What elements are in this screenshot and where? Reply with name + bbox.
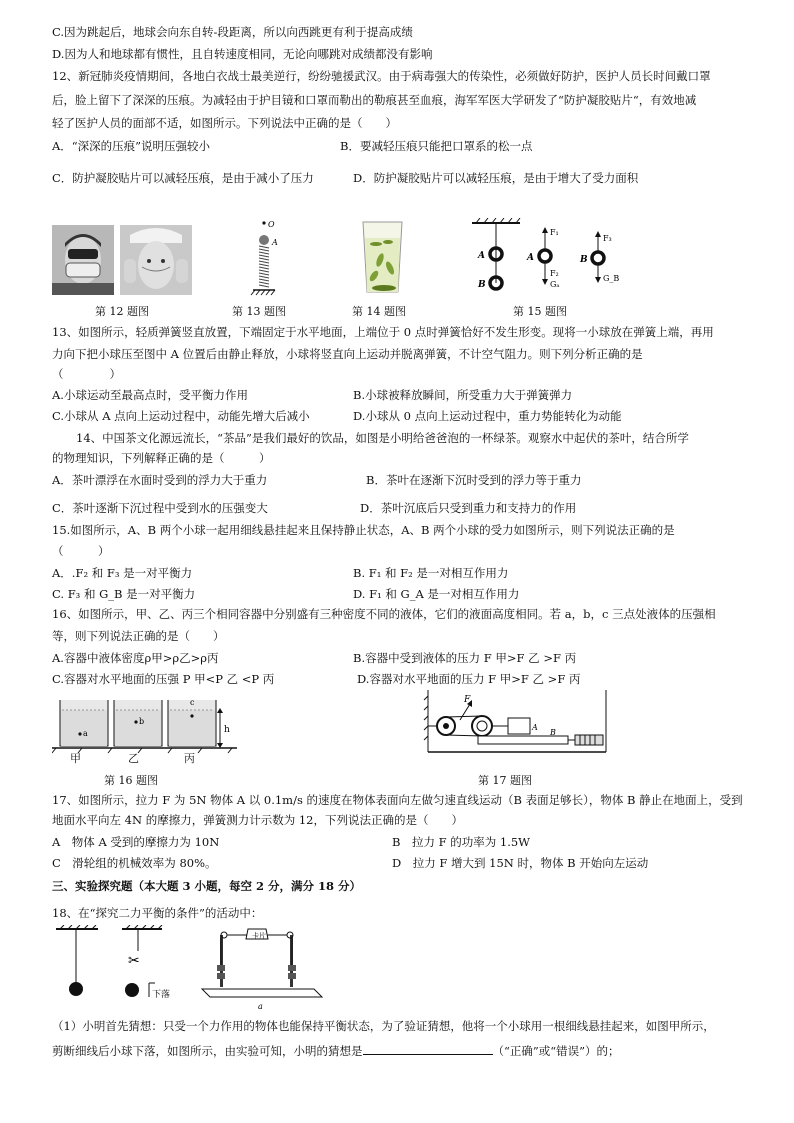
caption-fig16: 第 16 题图	[104, 774, 158, 787]
q18-part1-text-after: （“正确”或“错误”）的；	[492, 1044, 620, 1058]
label-fig-a: a	[258, 1002, 263, 1010]
q14-option-c: C．茶叶逐渐下沉过程中受到水的压强变大	[52, 501, 268, 515]
label-f2: F₂	[550, 269, 559, 278]
q12-photo-masked	[52, 225, 114, 295]
q13-option-d: D.小球从 0 点向上运动过程中，重力势能转化为动能	[353, 409, 622, 423]
q12-option-a: A．“深深的压痕”说明压强较小	[52, 139, 211, 153]
label-xialuo: 下落	[152, 990, 171, 1000]
label-block-b: B	[550, 728, 556, 737]
label-force-b: B	[580, 255, 588, 265]
caption-fig14: 第 14 题图	[352, 305, 406, 318]
q13-line1: 13、如图所示，轻质弹簧竖直放置，下端固定于水平地面，上端位于 0 点时弹簧恰好不发生形变。现将一小球放在弹簧上端，再用	[52, 325, 714, 339]
label-point-b: b	[139, 717, 145, 726]
q14-line1: 14、中国茶文化源远流长，“茶品”是我们最好的饮品，如图是小明给爸爸泡的一杯绿茶。观察水中起伏的茶叶，结合所学	[76, 431, 689, 445]
label-point-a: a	[83, 729, 88, 738]
q13-option-b: B.小球被释放瞬间，所受重力大于弹簧弹力	[353, 388, 573, 402]
q17-line2: 地面水平向左 4N 的摩擦力，弹簧测力计示数为 12，下列说法正确的是（ ）	[52, 813, 463, 827]
q16-option-b: B.容器中受到液体的压力 F 甲>F 乙 >F 丙	[353, 651, 577, 665]
label-point-c: c	[190, 698, 195, 707]
q18-part1-text-before: 剪断细线后小球下落，如图所示，由实验可知，小明的猜想是	[52, 1044, 363, 1058]
q12-option-b: B．要减轻压痕只能把口罩系的松一点	[340, 139, 533, 153]
q12-photo-marks	[120, 225, 192, 295]
q13-spring-figure	[245, 218, 285, 298]
q17-pulley-drawing	[420, 690, 612, 760]
label-ga: Gₐ	[550, 280, 560, 289]
q15-option-d: D. F₁ 和 G_A 是一对相互作用力	[353, 587, 520, 601]
q12-option-c: C．防护凝胶贴片可以减轻压痕，是由于减小了压力	[52, 171, 314, 185]
q12-line3: 轻了医护人员的面部不适，如图所示。下列说法中正确的是（ ）	[52, 116, 397, 130]
q14-option-d: D．茶叶沉底后只受到重力和支持力的作用	[360, 501, 577, 515]
q15-option-c: C. F₃ 和 G_B 是一对平衡力	[52, 587, 196, 601]
q18-part1-line1: （1）小明首先猜想：只受一个力作用的物体也能保持平衡状态，为了验证猜想，他将一个小球用一根细线悬挂起来，如图甲所示，	[52, 1019, 715, 1033]
q18-intro: 18、在“探究二力平衡的条件”的活动中：	[52, 906, 263, 920]
q15-line1: 15.如图所示，A、B 两个小球一起用细线悬挂起来且保持静止状态，A、B 两个小球的受力如图所示，则下列说法正确的是	[52, 523, 675, 537]
ball	[259, 235, 269, 245]
label-kapian: 卡片	[252, 932, 266, 940]
label-gb: G_B	[603, 274, 620, 283]
q12-line1: 12、新冠肺炎疫情期间，各地白衣战士最美逆行，纷纷驰援武汉。由于病毒强大的传染性，必须做好防护，医护人员长时间戴口罩	[52, 69, 711, 83]
q14-option-a: A．茶叶漂浮在水面时受到的浮力大于重力	[52, 473, 268, 487]
q17-pulley-figure	[420, 690, 612, 760]
label-h: h	[224, 725, 230, 735]
label-force-a: A	[527, 253, 534, 263]
q15-force-drawing	[470, 218, 620, 298]
label-yi: 乙	[128, 752, 139, 765]
q17-option-d: D 拉力 F 增大到 15N 时，物体 B 开始向左运动	[392, 856, 649, 870]
q18-drawing	[52, 925, 327, 1010]
q18-part1-line2	[52, 1042, 620, 1059]
label-force-f: F	[464, 695, 471, 705]
caption-fig15: 第 15 题图	[513, 305, 567, 318]
caption-fig13: 第 13 题图	[232, 305, 286, 318]
q15-force-figure	[470, 218, 620, 298]
q13-option-a: A.小球运动至最高点时，受平衡力作用	[52, 388, 248, 402]
q17-line1: 17、如图所示，拉力 F 为 5N 物体 A 以 0.1m/s 的速度在物体表面向左做匀速直线运动（B 表面足够长），物体 B 静止在地面上，受到	[52, 793, 743, 807]
q16-option-d: D.容器对水平地面的压力 F 甲>F 乙 >F 丙	[357, 672, 581, 686]
q16-line2: 等，则下列说法正确的是（ ）	[52, 629, 225, 643]
q12-option-d: D．防护凝胶贴片可以减轻压痕，是由于增大了受力面积	[353, 171, 639, 185]
label-f3: F₃	[603, 234, 612, 243]
q13-line3: （ ）	[52, 367, 121, 381]
q17-option-b: B 拉力 F 的功率为 1.5W	[392, 835, 531, 849]
label-block-a: A	[532, 723, 538, 732]
point-o	[262, 221, 265, 224]
caption-fig17: 第 17 题图	[478, 774, 532, 787]
q14-option-b: B．茶叶在逐渐下沉时受到的浮力等于重力	[366, 473, 582, 487]
label-ball-b: B	[478, 280, 486, 290]
label-f1: F₁	[550, 228, 559, 237]
section3-heading: 三、实验探究题（本大题 3 小题，每空 2 分，满分 18 分）	[52, 879, 362, 893]
q12-photo-masked-drawing	[52, 225, 114, 295]
answer-blank[interactable]	[363, 1042, 493, 1055]
label-bing: 丙	[184, 752, 195, 765]
q14-line2: 的物理知识，下列解释正确的是（ ）	[52, 451, 271, 465]
q16-line1: 16、如图所示，甲、乙、丙三个相同容器中分别盛有三种密度不同的液体，它们的液面高度相同。若 a，b，c 三点处液体的压强相	[52, 607, 716, 621]
label-ball-a: A	[478, 251, 485, 261]
label-a: A	[272, 238, 278, 247]
q15-option-a: A．.F₂ 和 F₃ 是一对平衡力	[52, 566, 193, 580]
q16-option-c: C.容器对水平地面的压强 P 甲<P 乙 <P 丙	[52, 672, 275, 686]
q13-spring-drawing	[245, 218, 285, 298]
q13-option-c: C.小球从 A 点向上运动过程中，动能先增大后减小	[52, 409, 310, 423]
q16-option-a: A.容器中液体密度ρ甲>ρ乙>ρ丙	[52, 651, 219, 665]
option-c-prev: C.因为跳起后，地球会向东自转-段距离，所以向西跳更有利于提高成绩	[52, 25, 413, 39]
q18-figure	[52, 925, 327, 1010]
label-o: O	[268, 220, 275, 229]
q15-line2: （ ）	[52, 544, 110, 558]
q17-option-a: A 物体 A 受到的摩擦力为 10N	[52, 835, 220, 849]
q12-line2: 后，脸上留下了深深的压痕。为减轻由于护目镜和口罩而勒出的勒痕甚至血痕，海军军医大学研发了“防护凝胶贴片“，有效地减	[52, 93, 697, 107]
q12-photo-marks-drawing	[120, 225, 192, 295]
caption-fig12: 第 12 题图	[95, 305, 149, 318]
q15-option-b: B. F₁ 和 F₂ 是一对相互作用力	[353, 566, 509, 580]
q17-option-c: C 滑轮组的机械效率为 80%。	[52, 856, 217, 870]
scissors-icon: ✂	[128, 953, 140, 969]
option-d-prev: D.因为人和地球都有惯性，且自转速度相同，无论向哪跳对成绩都没有影响	[52, 47, 433, 61]
label-jia: 甲	[70, 752, 81, 765]
q14-tea-glass-drawing	[360, 220, 405, 295]
q14-tea-glass	[360, 220, 405, 295]
q13-line2: 力向下把小球压至图中 A 位置后由静止释放，小球将竖直向上运动并脱离弹簧，不计空气阻力。则下列分析正确的是	[52, 347, 643, 361]
